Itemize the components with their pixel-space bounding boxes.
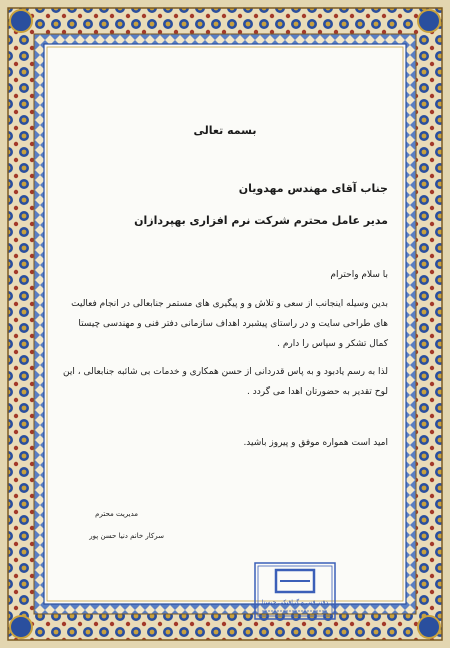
signature-title: مدیریت محترم xyxy=(95,510,138,518)
addressee-name: جناب آقای مهندس مهدویان xyxy=(238,182,388,195)
company-stamp xyxy=(254,562,336,620)
stamp-text: دفتر فنی و گرافیکی چیستا xyxy=(261,599,329,606)
letter-paragraph-1: بدین وسیله اینجانب از سعی و تلاش و و پیگیری های مستمر جنابعالی در انجام فعالیت های طراحی سایت و در راستای پیشبرد اهداف سازمانی دفتر فنی و مهندسی چیستا کمال تشکر و سپاس را دارم . xyxy=(71,299,388,349)
letter-body xyxy=(62,58,388,606)
letter-paragraph-2: لذا به رسم یادبود و به پاس قدردانی از حسن همکاری و خدمات بی شائبه جنابعالی ، این لوح تقدیر به حضورتان اهدا می گردد . xyxy=(63,367,388,397)
signature-name: سرکار خانم دنیا حسن پور xyxy=(89,532,164,540)
closing-line: امید است همواره موفق و پیروز باشید. xyxy=(243,438,388,448)
greeting: با سلام واحترام xyxy=(330,270,388,280)
basmala-heading: بسمه تعالی xyxy=(193,124,257,137)
addressee-title: مدیر عامل محترم شرکت نرم افزاری بهپردازان xyxy=(134,214,388,227)
